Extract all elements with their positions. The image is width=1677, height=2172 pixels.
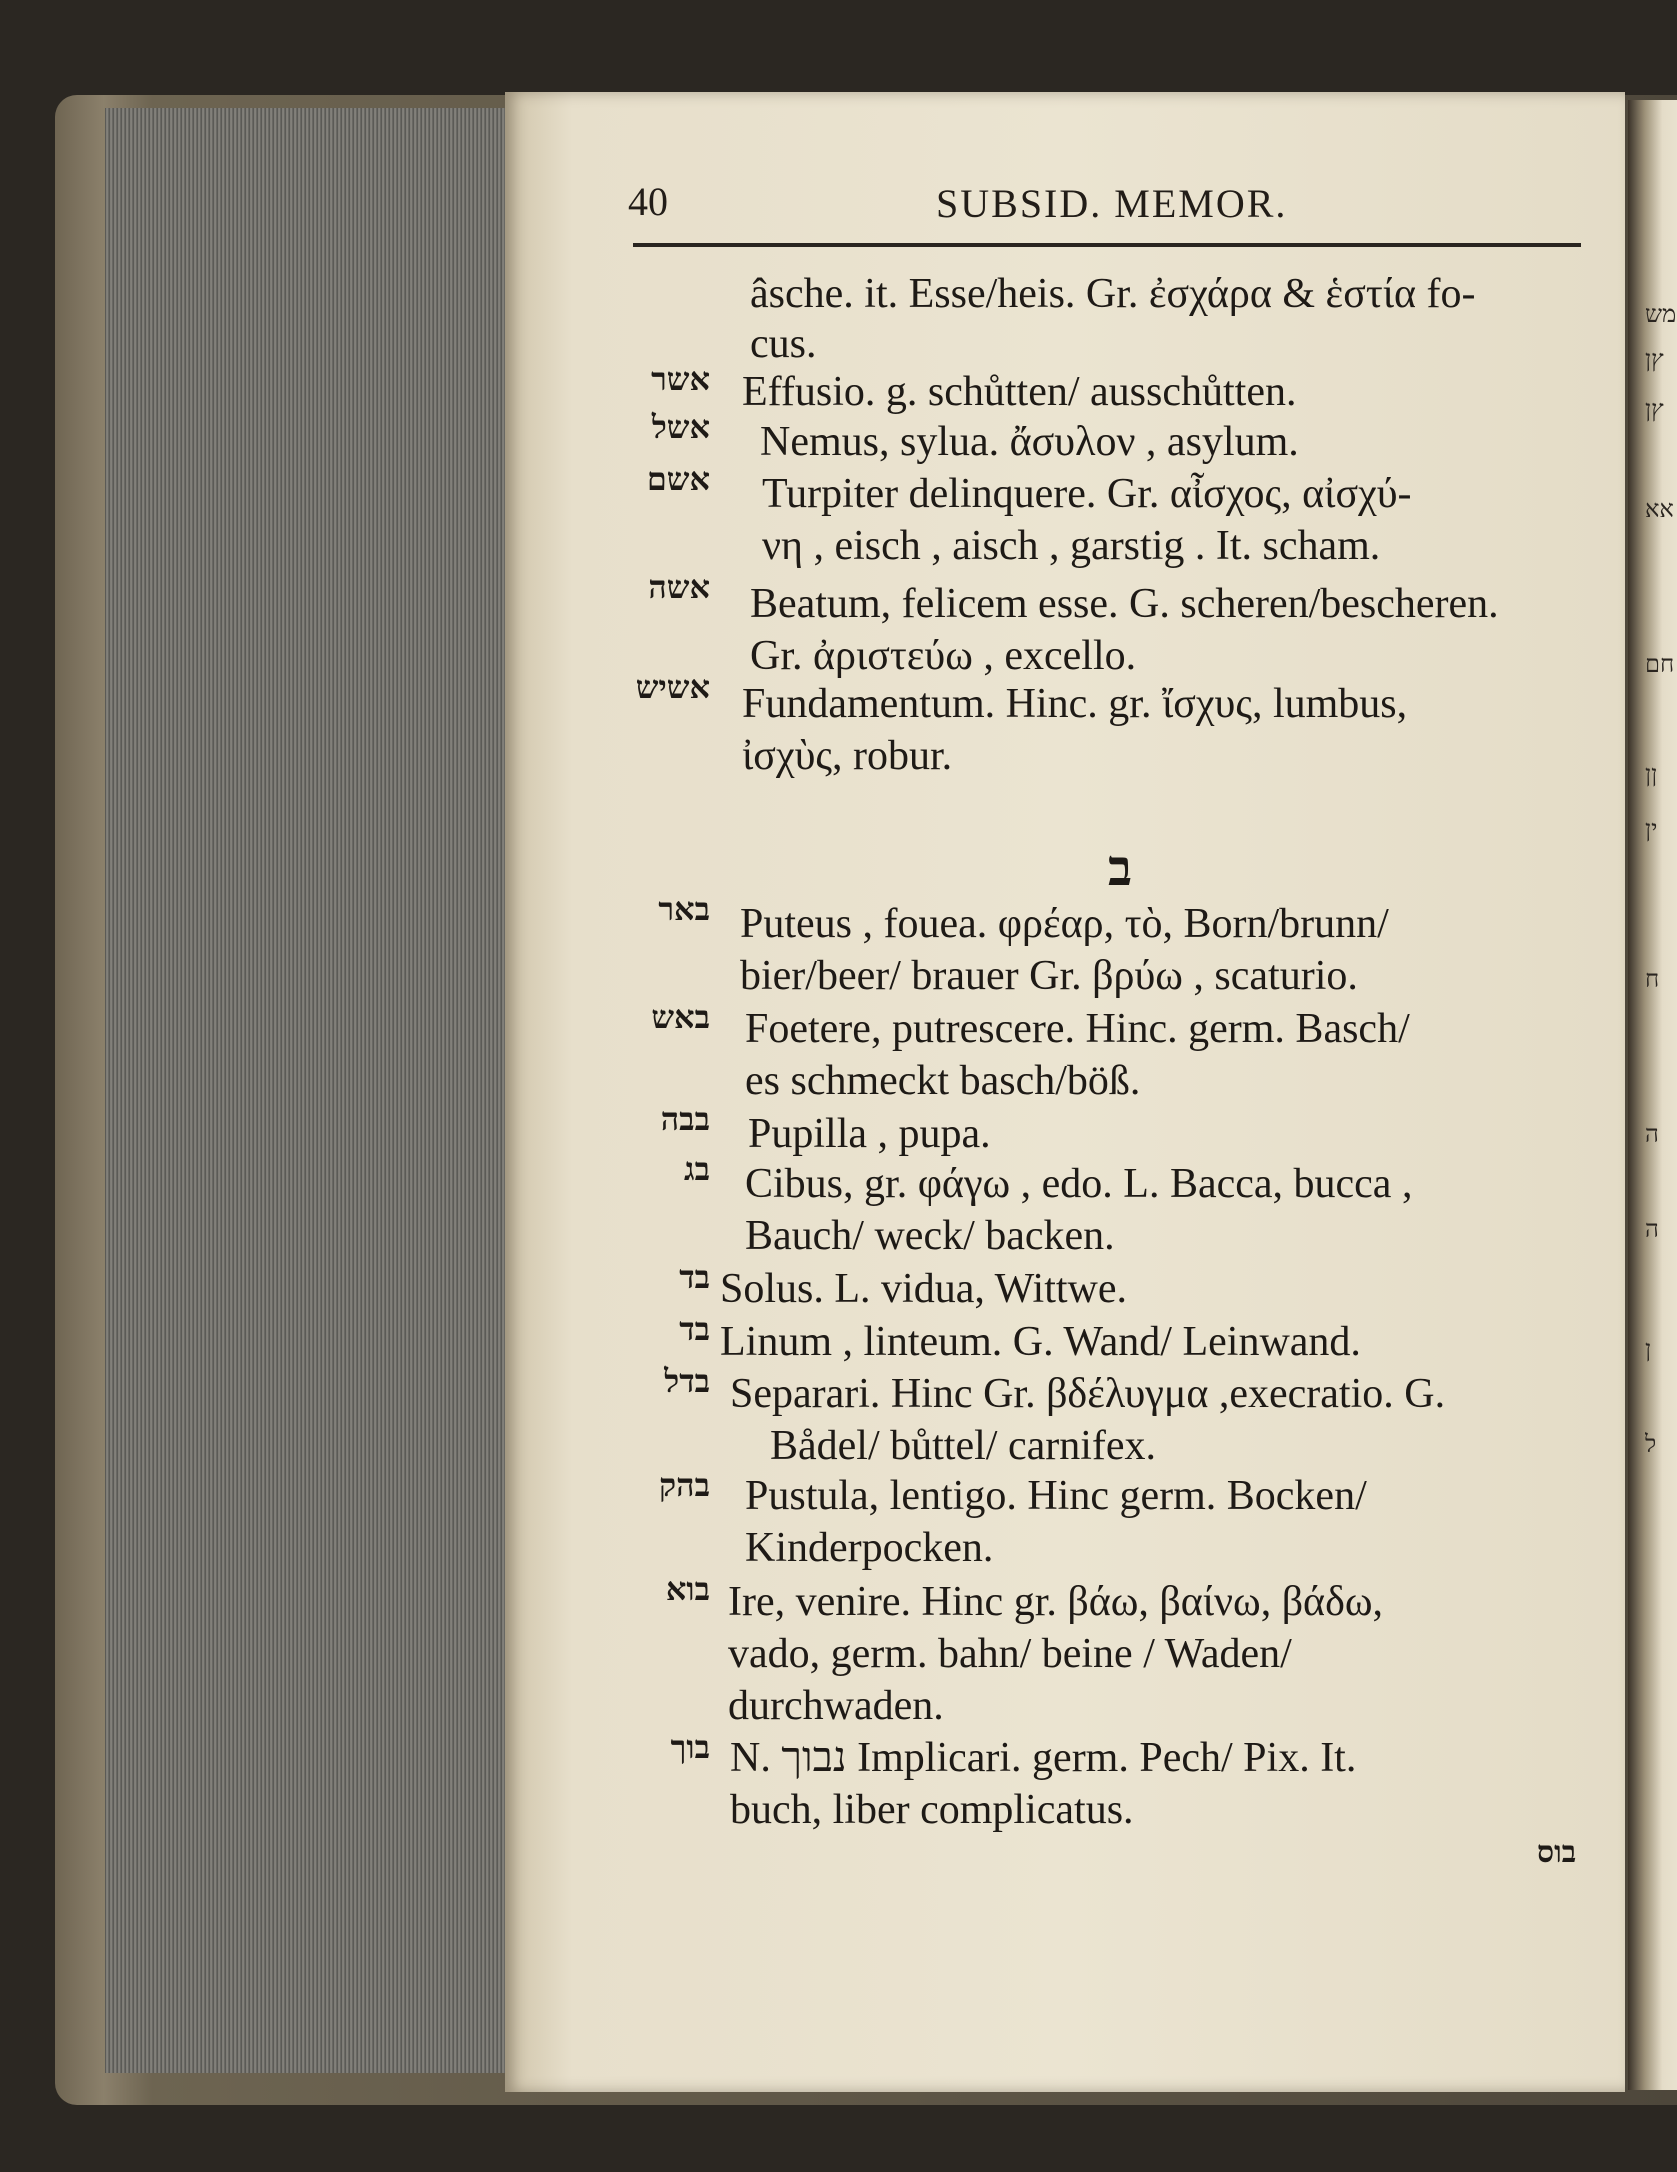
next-page-fragment: אא bbox=[1645, 495, 1674, 523]
next-page-fragment: ץן bbox=[1645, 345, 1664, 373]
next-page-fragment: ץן bbox=[1645, 395, 1664, 423]
next-page-fragment: ן bbox=[1645, 1335, 1652, 1363]
entry-headword: בג bbox=[684, 1150, 710, 1188]
entry-headword: אשר bbox=[651, 360, 710, 398]
entry-line: N. נבוך Implicari. germ. Pech/ Pix. It. bbox=[730, 1735, 1357, 1781]
entry-line: Fundamentum. Hinc. gr. ἴσχυς, lumbus, bbox=[742, 681, 1408, 727]
entry-headword: בהק bbox=[659, 1466, 710, 1504]
header-rule bbox=[633, 243, 1581, 247]
entry-line: Nemus, sylua. ἄσυλον , asylum. bbox=[760, 419, 1299, 465]
entry-headword: בבה bbox=[660, 1100, 710, 1138]
entry-line: Effusio. g. schůtten/ ausschůtten. bbox=[742, 369, 1297, 415]
entry-headword: באש bbox=[651, 998, 710, 1036]
next-page-fragment: ח bbox=[1645, 965, 1660, 993]
next-page-fragment: ל bbox=[1645, 1430, 1657, 1458]
entry-line: Bådel/ bůttel/ carnifex. bbox=[770, 1423, 1157, 1469]
entry-line: Solus. L. vidua, Wittwe. bbox=[720, 1266, 1128, 1312]
entry-line: Gr. ἀριστεύω , excello. bbox=[750, 633, 1137, 679]
entry-headword: אשל bbox=[651, 408, 710, 446]
next-page-fragment: ה bbox=[1645, 1120, 1659, 1148]
page-header bbox=[628, 178, 1588, 238]
entry-headword: בד bbox=[679, 1258, 710, 1296]
continuation-line: âsche. it. Esse/heis. Gr. ἐσχάρα & ἑστία fo- bbox=[750, 271, 1476, 317]
next-page-fragment: ין bbox=[1645, 815, 1658, 843]
entry-line: νη , eisch , aisch , garstig . It. scham. bbox=[762, 523, 1381, 569]
catchword: בוס bbox=[1537, 1835, 1577, 1870]
entry-line: ἰσχὺς, robur. bbox=[742, 733, 953, 779]
page-number: 40 bbox=[628, 179, 668, 224]
entry-headword: אשה bbox=[648, 568, 710, 606]
entry-line: Linum , linteum. G. Wand/ Leinwand. bbox=[720, 1319, 1361, 1365]
entry-headword: בוך bbox=[670, 1728, 710, 1766]
entry-line: Turpiter delinquere. Gr. αἶσχος, αἰσχύ- bbox=[762, 471, 1412, 517]
entry-line: Puteus , fouea. φρέαρ, τὸ, Born/brunn/ bbox=[740, 901, 1389, 947]
next-page-fragment: מש bbox=[1645, 300, 1677, 328]
entry-headword: אשם bbox=[646, 460, 710, 498]
entry-line: vado, germ. bahn/ beine / Waden/ bbox=[728, 1631, 1292, 1677]
entry-line: Cibus, gr. φάγω , edo. L. Bacca, bucca , bbox=[745, 1161, 1413, 1207]
entry-line: buch, liber complicatus. bbox=[730, 1787, 1134, 1833]
entry-line: Ire, venire. Hinc gr. βάω, βαίνω, βάδω, bbox=[728, 1579, 1383, 1625]
next-page-fragment: ה bbox=[1645, 1215, 1659, 1243]
entry-headword: בד bbox=[679, 1310, 710, 1348]
continuation-line-2: cus. bbox=[750, 321, 817, 367]
entry-headword: אשיש bbox=[635, 668, 710, 706]
entry-line: es schmeckt basch/böß. bbox=[745, 1058, 1141, 1104]
section-letter: ב bbox=[1108, 838, 1133, 897]
entry-line: Pupilla , pupa. bbox=[748, 1111, 991, 1157]
entry-line: Bauch/ weck/ backen. bbox=[745, 1213, 1115, 1259]
running-head: SUBSID. MEMOR. bbox=[936, 181, 1288, 226]
entry-line: durchwaden. bbox=[728, 1683, 944, 1729]
entry-headword: בדל bbox=[664, 1362, 710, 1400]
entry-headword: בוא bbox=[665, 1570, 710, 1608]
entry-line: Kinderpocken. bbox=[745, 1525, 994, 1571]
entry-line: Separari. Hinc Gr. βδέλυγμα ,execratio. G. bbox=[730, 1371, 1446, 1417]
book-fore-edge bbox=[105, 108, 511, 2073]
next-page-fragment: חם bbox=[1645, 650, 1675, 678]
entry-line: Foetere, putrescere. Hinc. germ. Basch/ bbox=[745, 1006, 1410, 1052]
entry-line: bier/beer/ brauer Gr. βρύω , scaturio. bbox=[740, 953, 1358, 999]
next-page-fragment: ןן bbox=[1645, 760, 1658, 788]
entry-line: Pustula, lentigo. Hinc germ. Bocken/ bbox=[745, 1473, 1367, 1519]
entry-line: Beatum, felicem esse. G. scheren/bescheren. bbox=[750, 581, 1499, 627]
entry-headword: באר bbox=[658, 890, 710, 928]
